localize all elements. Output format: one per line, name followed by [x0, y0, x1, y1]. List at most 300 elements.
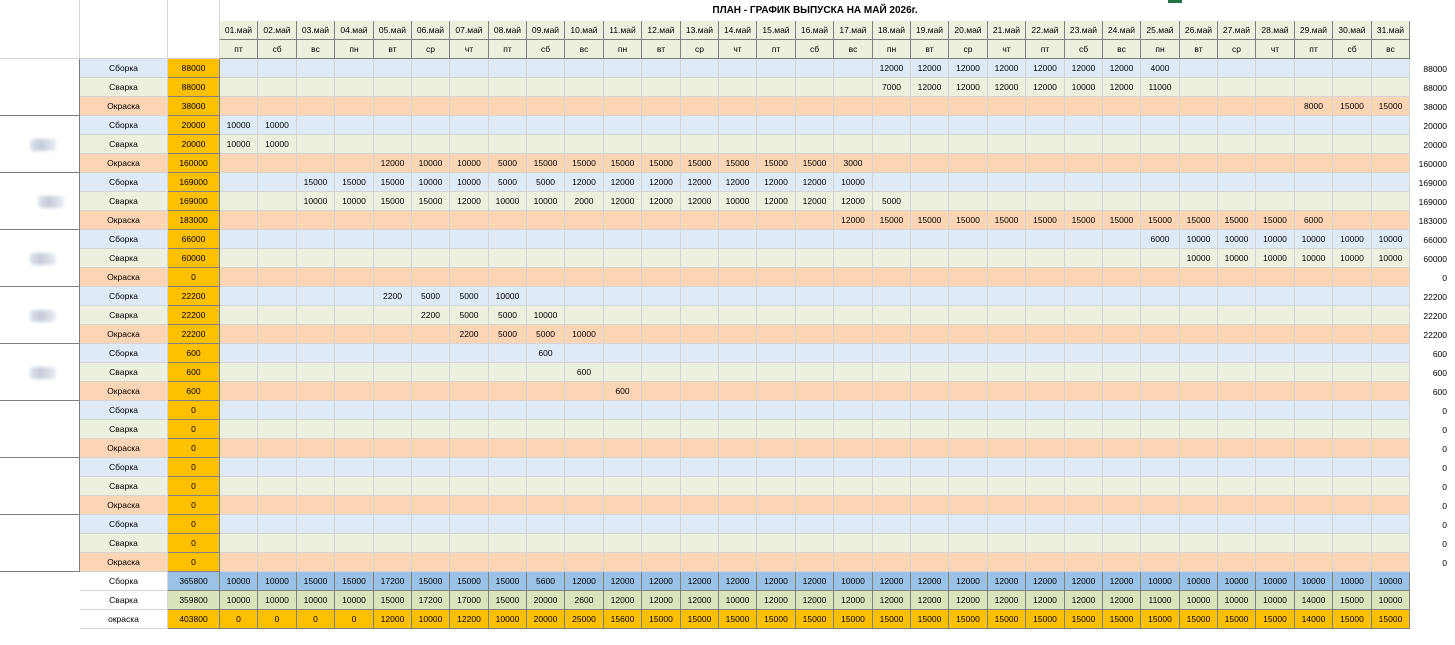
weekday-header-cell[interactable]: сб [527, 40, 565, 59]
day-value-cell[interactable] [412, 116, 450, 135]
day-value-cell[interactable] [949, 154, 988, 173]
day-value-cell[interactable]: 12000 [374, 154, 412, 173]
operation-total[interactable]: 22200 [168, 287, 220, 306]
day-value-cell[interactable] [1180, 135, 1218, 154]
day-value-cell[interactable] [1026, 534, 1065, 553]
day-value-cell[interactable] [1372, 78, 1410, 97]
summary-day-cell[interactable]: 0 [258, 610, 297, 629]
day-value-cell[interactable] [374, 268, 412, 287]
day-value-cell[interactable] [1218, 116, 1256, 135]
day-value-cell[interactable] [1065, 382, 1103, 401]
weekday-header-cell[interactable]: вт [374, 40, 412, 59]
day-value-cell[interactable] [604, 496, 642, 515]
summary-total[interactable]: 359800 [168, 591, 220, 610]
summary-day-cell[interactable]: 11000 [1141, 591, 1180, 610]
day-value-cell[interactable] [988, 173, 1026, 192]
day-value-cell[interactable] [949, 401, 988, 420]
date-header-cell[interactable]: 07.май [450, 21, 489, 40]
day-value-cell[interactable] [1372, 401, 1410, 420]
day-value-cell[interactable] [489, 553, 527, 572]
day-value-cell[interactable]: 10000 [1295, 230, 1333, 249]
day-value-cell[interactable] [1065, 458, 1103, 477]
day-value-cell[interactable] [1295, 534, 1333, 553]
day-value-cell[interactable] [719, 211, 757, 230]
day-value-cell[interactable] [450, 363, 489, 382]
day-value-cell[interactable] [1218, 382, 1256, 401]
day-value-cell[interactable] [220, 173, 258, 192]
summary-day-cell[interactable]: 15000 [374, 591, 412, 610]
day-value-cell[interactable] [450, 78, 489, 97]
day-value-cell[interactable] [450, 401, 489, 420]
day-value-cell[interactable] [719, 477, 757, 496]
day-value-cell[interactable] [911, 287, 949, 306]
day-value-cell[interactable] [1333, 78, 1372, 97]
day-value-cell[interactable] [258, 211, 297, 230]
day-value-cell[interactable] [297, 59, 335, 78]
day-value-cell[interactable] [1372, 496, 1410, 515]
operation-total[interactable]: 0 [168, 496, 220, 515]
day-value-cell[interactable]: 10000 [1256, 230, 1295, 249]
summary-day-cell[interactable]: 10000 [1372, 591, 1410, 610]
day-value-cell[interactable] [335, 59, 374, 78]
day-value-cell[interactable] [1295, 401, 1333, 420]
day-value-cell[interactable] [1180, 173, 1218, 192]
day-value-cell[interactable] [949, 534, 988, 553]
day-value-cell[interactable] [988, 306, 1026, 325]
day-value-cell[interactable] [642, 553, 681, 572]
day-value-cell[interactable] [1180, 458, 1218, 477]
day-value-cell[interactable]: 10000 [489, 287, 527, 306]
day-value-cell[interactable] [719, 534, 757, 553]
day-value-cell[interactable] [988, 363, 1026, 382]
day-value-cell[interactable] [1180, 325, 1218, 344]
day-value-cell[interactable] [374, 211, 412, 230]
day-value-cell[interactable] [335, 382, 374, 401]
day-value-cell[interactable]: 5000 [450, 306, 489, 325]
date-header-cell[interactable]: 05.май [374, 21, 412, 40]
day-value-cell[interactable] [1333, 477, 1372, 496]
summary-day-cell[interactable]: 0 [220, 610, 258, 629]
day-value-cell[interactable] [796, 211, 834, 230]
day-value-cell[interactable] [1141, 192, 1180, 211]
day-value-cell[interactable] [412, 534, 450, 553]
day-value-cell[interactable] [1103, 420, 1141, 439]
day-value-cell[interactable]: 5000 [873, 192, 911, 211]
day-value-cell[interactable] [796, 363, 834, 382]
day-value-cell[interactable] [489, 363, 527, 382]
day-value-cell[interactable]: 12000 [681, 173, 719, 192]
day-value-cell[interactable] [1065, 287, 1103, 306]
day-value-cell[interactable] [1065, 192, 1103, 211]
day-value-cell[interactable] [565, 268, 604, 287]
day-value-cell[interactable] [1333, 116, 1372, 135]
day-value-cell[interactable] [834, 59, 873, 78]
day-value-cell[interactable] [1256, 59, 1295, 78]
day-value-cell[interactable]: 15000 [527, 154, 565, 173]
day-value-cell[interactable] [1103, 116, 1141, 135]
day-value-cell[interactable] [489, 477, 527, 496]
day-value-cell[interactable] [1333, 496, 1372, 515]
day-value-cell[interactable] [1372, 363, 1410, 382]
day-value-cell[interactable] [450, 211, 489, 230]
day-value-cell[interactable] [258, 363, 297, 382]
day-value-cell[interactable] [988, 420, 1026, 439]
day-value-cell[interactable]: 15000 [757, 154, 796, 173]
day-value-cell[interactable] [604, 249, 642, 268]
day-value-cell[interactable] [297, 344, 335, 363]
day-value-cell[interactable] [1218, 287, 1256, 306]
summary-day-cell[interactable]: 15600 [604, 610, 642, 629]
day-value-cell[interactable]: 5000 [412, 287, 450, 306]
day-value-cell[interactable] [1372, 477, 1410, 496]
operation-label[interactable]: Сборка [80, 515, 168, 534]
day-value-cell[interactable] [1141, 515, 1180, 534]
day-value-cell[interactable] [1256, 192, 1295, 211]
day-value-cell[interactable] [1333, 192, 1372, 211]
day-value-cell[interactable] [374, 401, 412, 420]
day-value-cell[interactable] [297, 135, 335, 154]
day-value-cell[interactable] [450, 135, 489, 154]
day-value-cell[interactable] [297, 230, 335, 249]
weekday-header-cell[interactable]: пт [220, 40, 258, 59]
day-value-cell[interactable] [757, 344, 796, 363]
date-header-cell[interactable]: 06.май [412, 21, 450, 40]
day-value-cell[interactable] [949, 515, 988, 534]
day-value-cell[interactable] [1026, 268, 1065, 287]
day-value-cell[interactable] [1026, 515, 1065, 534]
day-value-cell[interactable] [1333, 154, 1372, 173]
operation-total[interactable]: 169000 [168, 192, 220, 211]
operation-label[interactable]: Окраска [80, 325, 168, 344]
day-value-cell[interactable] [1218, 515, 1256, 534]
day-value-cell[interactable] [565, 116, 604, 135]
date-header-cell[interactable]: 26.май [1180, 21, 1218, 40]
weekday-header-cell[interactable]: пт [1026, 40, 1065, 59]
day-value-cell[interactable] [834, 249, 873, 268]
day-value-cell[interactable] [527, 439, 565, 458]
day-value-cell[interactable]: 5000 [489, 306, 527, 325]
day-value-cell[interactable] [1141, 325, 1180, 344]
summary-day-cell[interactable]: 12000 [796, 572, 834, 591]
day-value-cell[interactable] [335, 154, 374, 173]
day-value-cell[interactable] [1103, 97, 1141, 116]
day-value-cell[interactable] [1103, 363, 1141, 382]
operation-total[interactable]: 600 [168, 363, 220, 382]
operation-label[interactable]: Сборка [80, 287, 168, 306]
day-value-cell[interactable]: 10000 [1218, 230, 1256, 249]
operation-total[interactable]: 0 [168, 458, 220, 477]
day-value-cell[interactable]: 10000 [258, 135, 297, 154]
day-value-cell[interactable] [911, 382, 949, 401]
summary-day-cell[interactable]: 12000 [681, 572, 719, 591]
day-value-cell[interactable]: 12000 [1065, 59, 1103, 78]
day-value-cell[interactable] [1065, 534, 1103, 553]
summary-total[interactable]: 365800 [168, 572, 220, 591]
day-value-cell[interactable] [834, 515, 873, 534]
day-value-cell[interactable]: 600 [565, 363, 604, 382]
date-header-cell[interactable]: 16.май [796, 21, 834, 40]
day-value-cell[interactable] [834, 477, 873, 496]
day-value-cell[interactable] [796, 287, 834, 306]
day-value-cell[interactable] [412, 230, 450, 249]
day-value-cell[interactable]: 15000 [1333, 97, 1372, 116]
day-value-cell[interactable] [911, 515, 949, 534]
day-value-cell[interactable] [527, 230, 565, 249]
date-header-cell[interactable]: 02.май [258, 21, 297, 40]
day-value-cell[interactable] [450, 458, 489, 477]
day-value-cell[interactable] [220, 534, 258, 553]
day-value-cell[interactable] [1372, 534, 1410, 553]
day-value-cell[interactable] [1333, 135, 1372, 154]
day-value-cell[interactable] [911, 420, 949, 439]
day-value-cell[interactable] [834, 306, 873, 325]
day-value-cell[interactable] [450, 249, 489, 268]
summary-day-cell[interactable]: 10000 [220, 591, 258, 610]
day-value-cell[interactable] [374, 420, 412, 439]
day-value-cell[interactable] [1026, 344, 1065, 363]
day-value-cell[interactable] [911, 173, 949, 192]
day-value-cell[interactable] [1372, 344, 1410, 363]
weekday-header-cell[interactable]: пт [757, 40, 796, 59]
day-value-cell[interactable] [642, 230, 681, 249]
day-value-cell[interactable] [1295, 458, 1333, 477]
day-value-cell[interactable] [412, 97, 450, 116]
day-value-cell[interactable] [604, 534, 642, 553]
day-value-cell[interactable] [911, 306, 949, 325]
day-value-cell[interactable] [873, 154, 911, 173]
day-value-cell[interactable] [719, 401, 757, 420]
operation-label[interactable]: Сварка [80, 306, 168, 325]
weekday-header-cell[interactable]: вт [911, 40, 949, 59]
day-value-cell[interactable] [258, 439, 297, 458]
day-value-cell[interactable] [834, 382, 873, 401]
operation-total[interactable]: 183000 [168, 211, 220, 230]
day-value-cell[interactable] [1218, 135, 1256, 154]
day-value-cell[interactable] [1218, 78, 1256, 97]
day-value-cell[interactable] [489, 401, 527, 420]
day-value-cell[interactable] [1103, 249, 1141, 268]
day-value-cell[interactable] [834, 344, 873, 363]
day-value-cell[interactable] [719, 458, 757, 477]
day-value-cell[interactable] [1180, 534, 1218, 553]
day-value-cell[interactable] [757, 420, 796, 439]
day-value-cell[interactable] [1295, 439, 1333, 458]
day-value-cell[interactable] [258, 401, 297, 420]
day-value-cell[interactable] [988, 230, 1026, 249]
operation-label[interactable]: Окраска [80, 97, 168, 116]
day-value-cell[interactable] [604, 458, 642, 477]
weekday-header-cell[interactable]: пн [1141, 40, 1180, 59]
day-value-cell[interactable] [1065, 344, 1103, 363]
day-value-cell[interactable] [374, 306, 412, 325]
day-value-cell[interactable] [1295, 287, 1333, 306]
summary-day-cell[interactable]: 15000 [297, 572, 335, 591]
day-value-cell[interactable] [642, 211, 681, 230]
day-value-cell[interactable] [911, 496, 949, 515]
day-value-cell[interactable] [565, 477, 604, 496]
day-value-cell[interactable] [1180, 420, 1218, 439]
operation-label[interactable]: Сварка [80, 135, 168, 154]
day-value-cell[interactable] [258, 59, 297, 78]
day-value-cell[interactable] [757, 325, 796, 344]
day-value-cell[interactable] [1103, 382, 1141, 401]
day-value-cell[interactable] [1180, 78, 1218, 97]
day-value-cell[interactable] [489, 59, 527, 78]
day-value-cell[interactable] [1103, 306, 1141, 325]
day-value-cell[interactable] [489, 268, 527, 287]
weekday-header-cell[interactable]: ср [949, 40, 988, 59]
operation-total[interactable]: 160000 [168, 154, 220, 173]
day-value-cell[interactable] [489, 496, 527, 515]
day-value-cell[interactable] [335, 439, 374, 458]
day-value-cell[interactable] [374, 344, 412, 363]
day-value-cell[interactable] [565, 211, 604, 230]
day-value-cell[interactable] [1026, 192, 1065, 211]
operation-label[interactable]: Окраска [80, 496, 168, 515]
day-value-cell[interactable] [527, 515, 565, 534]
day-value-cell[interactable] [1333, 363, 1372, 382]
operation-label[interactable]: Сварка [80, 363, 168, 382]
day-value-cell[interactable] [1180, 287, 1218, 306]
day-value-cell[interactable] [757, 553, 796, 572]
summary-day-cell[interactable]: 15000 [1103, 610, 1141, 629]
day-value-cell[interactable]: 10000 [1333, 249, 1372, 268]
day-value-cell[interactable] [604, 420, 642, 439]
weekday-header-cell[interactable]: ср [681, 40, 719, 59]
day-value-cell[interactable] [1103, 534, 1141, 553]
day-value-cell[interactable]: 8000 [1295, 97, 1333, 116]
summary-day-cell[interactable]: 10000 [258, 591, 297, 610]
day-value-cell[interactable] [757, 135, 796, 154]
day-value-cell[interactable] [297, 496, 335, 515]
summary-day-cell[interactable]: 15000 [1026, 610, 1065, 629]
operation-label[interactable]: Окраска [80, 553, 168, 572]
operation-label[interactable]: Сборка [80, 59, 168, 78]
day-value-cell[interactable] [1372, 325, 1410, 344]
weekday-header-cell[interactable]: пн [604, 40, 642, 59]
day-value-cell[interactable] [911, 553, 949, 572]
day-value-cell[interactable] [374, 363, 412, 382]
day-value-cell[interactable] [1065, 496, 1103, 515]
day-value-cell[interactable] [834, 401, 873, 420]
day-value-cell[interactable] [796, 306, 834, 325]
summary-label[interactable]: окраска [80, 610, 168, 629]
day-value-cell[interactable] [1141, 382, 1180, 401]
day-value-cell[interactable] [412, 249, 450, 268]
weekday-header-cell[interactable]: чт [719, 40, 757, 59]
day-value-cell[interactable] [604, 477, 642, 496]
day-value-cell[interactable]: 12000 [911, 59, 949, 78]
day-value-cell[interactable]: 15000 [565, 154, 604, 173]
day-value-cell[interactable] [1103, 287, 1141, 306]
day-value-cell[interactable] [565, 59, 604, 78]
day-value-cell[interactable] [796, 496, 834, 515]
day-value-cell[interactable] [988, 439, 1026, 458]
day-value-cell[interactable]: 15000 [374, 192, 412, 211]
day-value-cell[interactable] [911, 401, 949, 420]
day-value-cell[interactable] [220, 154, 258, 173]
day-value-cell[interactable] [796, 97, 834, 116]
day-value-cell[interactable] [1065, 515, 1103, 534]
day-value-cell[interactable] [796, 439, 834, 458]
day-value-cell[interactable] [1372, 211, 1410, 230]
day-value-cell[interactable]: 12000 [450, 192, 489, 211]
day-value-cell[interactable] [681, 325, 719, 344]
day-value-cell[interactable] [1141, 306, 1180, 325]
summary-day-cell[interactable]: 12000 [565, 572, 604, 591]
day-value-cell[interactable]: 15000 [1103, 211, 1141, 230]
operation-total[interactable]: 0 [168, 515, 220, 534]
day-value-cell[interactable] [1218, 97, 1256, 116]
day-value-cell[interactable] [1295, 344, 1333, 363]
day-value-cell[interactable] [1026, 439, 1065, 458]
day-value-cell[interactable] [489, 97, 527, 116]
day-value-cell[interactable] [1256, 534, 1295, 553]
day-value-cell[interactable] [1141, 458, 1180, 477]
day-value-cell[interactable] [1065, 97, 1103, 116]
summary-day-cell[interactable]: 15000 [873, 610, 911, 629]
day-value-cell[interactable] [988, 287, 1026, 306]
date-header-cell[interactable]: 14.май [719, 21, 757, 40]
day-value-cell[interactable] [642, 78, 681, 97]
day-value-cell[interactable]: 12000 [757, 192, 796, 211]
day-value-cell[interactable] [1218, 439, 1256, 458]
day-value-cell[interactable] [1141, 553, 1180, 572]
summary-day-cell[interactable]: 15000 [489, 591, 527, 610]
day-value-cell[interactable] [220, 458, 258, 477]
day-value-cell[interactable] [1372, 515, 1410, 534]
day-value-cell[interactable] [1026, 135, 1065, 154]
day-value-cell[interactable] [681, 211, 719, 230]
day-value-cell[interactable] [297, 363, 335, 382]
day-value-cell[interactable] [258, 458, 297, 477]
day-value-cell[interactable] [220, 553, 258, 572]
day-value-cell[interactable] [335, 477, 374, 496]
day-value-cell[interactable]: 5000 [450, 287, 489, 306]
day-value-cell[interactable] [949, 458, 988, 477]
summary-day-cell[interactable]: 10000 [1256, 591, 1295, 610]
operation-total[interactable]: 20000 [168, 135, 220, 154]
day-value-cell[interactable] [412, 515, 450, 534]
day-value-cell[interactable]: 15000 [642, 154, 681, 173]
day-value-cell[interactable] [988, 116, 1026, 135]
day-value-cell[interactable] [1141, 477, 1180, 496]
day-value-cell[interactable] [297, 268, 335, 287]
day-value-cell[interactable] [1218, 344, 1256, 363]
day-value-cell[interactable] [604, 230, 642, 249]
summary-day-cell[interactable]: 12000 [796, 591, 834, 610]
day-value-cell[interactable] [873, 268, 911, 287]
day-value-cell[interactable] [220, 230, 258, 249]
day-value-cell[interactable] [335, 97, 374, 116]
day-value-cell[interactable] [988, 496, 1026, 515]
day-value-cell[interactable] [374, 325, 412, 344]
day-value-cell[interactable] [757, 249, 796, 268]
day-value-cell[interactable] [1141, 268, 1180, 287]
day-value-cell[interactable] [1295, 59, 1333, 78]
day-value-cell[interactable] [1141, 401, 1180, 420]
day-value-cell[interactable] [1256, 382, 1295, 401]
day-value-cell[interactable] [1103, 154, 1141, 173]
day-value-cell[interactable] [450, 439, 489, 458]
day-value-cell[interactable] [374, 382, 412, 401]
day-value-cell[interactable] [489, 135, 527, 154]
weekday-header-cell[interactable]: пт [1295, 40, 1333, 59]
date-header-cell[interactable]: 25.май [1141, 21, 1180, 40]
day-value-cell[interactable] [988, 135, 1026, 154]
day-value-cell[interactable] [681, 249, 719, 268]
day-value-cell[interactable] [873, 553, 911, 572]
